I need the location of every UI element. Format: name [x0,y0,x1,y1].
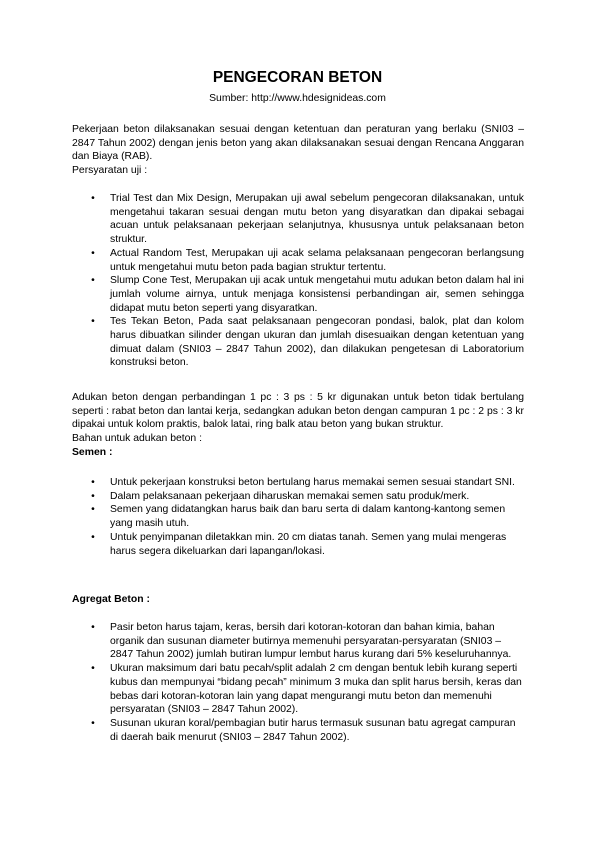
intro-block [72,123,524,178]
source-line: Sumber: http://www.hdesignideas.com [209,93,386,104]
list-item-text: Untuk penyimpanan diletakkan min. 20 cm diatas tanah. Semen yang mulai mengeras harus segera dikeluarkan dari lapangan/lokasi. [110,531,507,557]
bullet-icon: • [91,622,95,633]
list-item-text: Tes Tekan Beton, Pada saat pelaksanaan pengecoran pondasi, balok, plat dan kolom harus dibuatkan silinder dengan ukuran dan jumlah disesuaikan dengan ketentuan yang dimuat dalam (SNI03 – 2847 Tahun 2002), dan dilakukan pengetesan di Laboratorium konstruksi beton. [110,316,524,369]
intro-paragraph: Pekerjaan beton dilaksanakan sesuai dengan ketentuan dan peraturan yang berlaku (SNI03 – 2847 Tahun 2002) dengan jenis beton yang akan dilaksanakan sesuai dengan Rencana Anggaran dan Biaya (RAB). [72,124,524,163]
semen-list-block [72,476,524,558]
semen-heading: Semen : [72,446,113,458]
list-item-text: Susunan ukuran koral/pembagian butir harus termasuk susunan batu agregat campuran di daerah baik menurut (SNI03 – 2847 Tahun 2002). [110,717,516,743]
agregat-heading-block [72,593,524,607]
semen-list [72,476,524,558]
bullet-icon: • [91,531,95,543]
list-item-text: Pasir beton harus tajam, keras, bersih dari kotoran-kotoran dan bahan kimia, bahan organik dan susunan diameter butirnya memenuhi persyaratan-persyaratan (SNI03 – 2847 Tahun 2002) jumlah butiran lumpur lembut harus kurang dari 5% keseluruhannya. [110,622,512,661]
list-item [72,621,524,662]
list-item [72,247,524,274]
list-item-text: Ukuran maksimum dari batu pecah/split adalah 2 cm dengan bentuk lebih kurang seperti kubus dan mempunyai “bidang pecah” minimum 3 muka dan split harus bersih, keras dan bebas dari kotoran-kotoran lain yang dapat mengurangi mutu beton dan memenuhi persyaratan (SNI03 – 2847 Tahun 2002). [110,663,522,716]
list-item [72,274,524,315]
list-item [72,476,524,490]
bullet-icon: • [91,490,95,502]
agregat-list-block [72,621,524,744]
persyaratan-list [72,192,524,370]
list-item [72,315,524,370]
adukan-paragraph: Adukan beton dengan perbandingan 1 pc : 3 ps : 5 kr digunakan untuk beton tidak bertulang seperti : rabat beton dan lantai kerja, sedangkan adukan beton dengan campuran 1 pc : 2 ps : 3 kr dipakai untuk kolom praktis, balok latai, ring balk atau beton yang bukan struktur. [72,392,524,431]
document-title: PENGECORAN BETON [212,69,383,86]
list-item-text: Slump Cone Test, Merupakan uji acak untuk mengetahui mutu adukan beton dalam hal ini jumlah volume airnya, untuk menjaga konsistensi perbandingan air, semen sehingga didapat mutu beton seperti yang disyaratkan. [110,275,524,314]
list-item [72,503,524,530]
list-item [72,490,524,504]
list-item [72,662,524,717]
bullet-icon: • [91,477,95,488]
bullet-icon: • [91,504,95,516]
list-item-text: Untuk pekerjaan konstruksi beton bertulang harus memakai semen sesuai standart SNI. [110,477,515,488]
bullet-icon: • [91,247,95,259]
bahan-label: Bahan untuk adukan beton : [72,433,202,445]
list-item [72,192,524,247]
bullet-icon: • [91,275,95,287]
list-item [72,717,524,744]
list-item-text: Dalam pelaksanaan pekerjaan diharuskan memakai semen satu produk/merk. [110,490,470,502]
adukan-block [72,391,524,460]
list-item-text: Actual Random Test, Merupakan uji acak selama pelaksanaan pengecoran berlangsung untuk mengetahui mutu beton pada bagian struktur tertentu. [110,247,524,273]
bullet-icon: • [91,316,95,328]
bullet-icon: • [91,717,95,729]
list-item-text: Trial Test dan Mix Design, Merupakan uji awal sebelum pengecoran dilaksanakan, untuk mengetahui takaran sesuai dengan mutu beton yang disyaratkan dan dipakai sebagai acuan untuk pelaksanaan pekerjaan selanjutnya, khususnya untuk pelaksanaan beton struktur. [110,193,524,246]
persyaratan-list-block [72,192,524,370]
list-item [72,531,524,558]
bullet-icon: • [91,193,95,204]
agregat-heading: Agregat Beton : [72,594,150,605]
persyaratan-label: Persyaratan uji : [72,165,148,177]
bullet-icon: • [91,663,95,675]
list-item-text: Semen yang didatangkan harus baik dan baru serta di dalam kantong-kantong semen yang masih utuh. [110,504,506,530]
agregat-list [72,621,524,744]
